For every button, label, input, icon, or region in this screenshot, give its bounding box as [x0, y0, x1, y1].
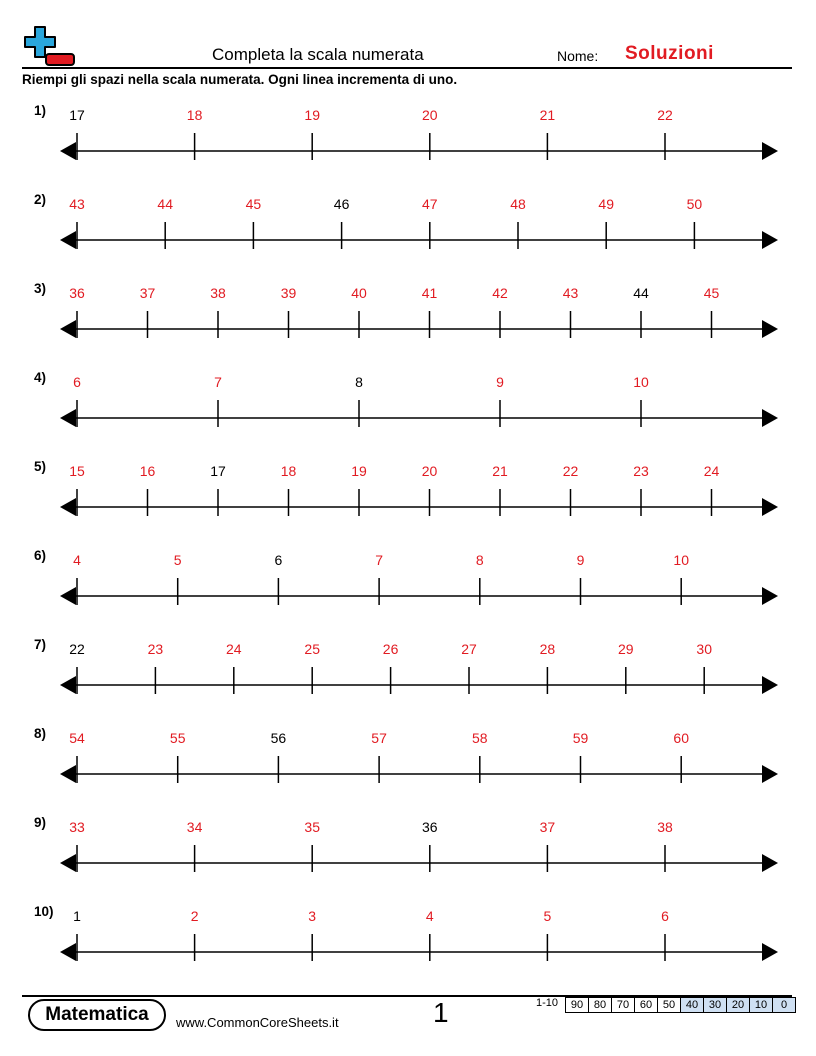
number-line-problem [0, 192, 816, 281]
answer-value-label: 28 [539, 641, 556, 657]
problem-number: 5) [34, 459, 47, 474]
answer-value-label: 37 [139, 285, 156, 301]
score-cell: 40 [681, 998, 704, 1013]
answer-value-label: 38 [657, 819, 673, 835]
problem-number: 1) [34, 103, 47, 118]
number-line-problem [0, 103, 816, 192]
subject-badge: Matematica [28, 999, 166, 1031]
answer-value-label: 29 [618, 641, 634, 657]
answer-value-label: 26 [382, 641, 399, 657]
problem-number: 9) [34, 815, 47, 830]
answer-value-label: 15 [69, 463, 85, 479]
answer-value-label: 21 [539, 107, 556, 123]
answer-value-label: 22 [657, 107, 673, 123]
plus-minus-logo-icon [22, 24, 78, 68]
answer-value-label: 24 [703, 463, 720, 479]
answer-value-label: 6 [661, 908, 669, 924]
answer-value-label: 41 [421, 285, 438, 301]
score-cell: 10 [750, 998, 773, 1013]
answer-value-label: 8 [475, 552, 484, 568]
left-arrow-icon [60, 142, 76, 160]
score-cell: 90 [566, 998, 589, 1013]
answer-value-label: 37 [539, 819, 556, 835]
score-table [565, 997, 796, 1013]
answer-value-label: 33 [69, 819, 85, 835]
score-row [566, 998, 796, 1013]
score-cell: 20 [727, 998, 750, 1013]
answer-value-label: 6 [73, 374, 81, 390]
given-value-label: 17 [210, 463, 226, 479]
answer-value-label: 23 [633, 463, 649, 479]
answer-value-label: 42 [492, 285, 508, 301]
left-arrow-icon [60, 676, 76, 694]
problem-number: 8) [34, 726, 47, 741]
answer-value-label: 22 [562, 463, 579, 479]
right-arrow-icon [762, 142, 778, 160]
right-arrow-icon [762, 587, 778, 605]
answer-value-label: 40 [351, 285, 367, 301]
answer-value-label: 48 [510, 196, 526, 212]
number-line [0, 370, 816, 450]
answer-value-label: 47 [422, 196, 438, 212]
answer-value-label: 16 [139, 463, 156, 479]
left-arrow-icon [60, 231, 76, 249]
answer-value-label: 50 [686, 196, 703, 212]
answer-value-label: 10 [673, 552, 689, 568]
answer-value-label: 35 [304, 819, 320, 835]
score-cell: 80 [589, 998, 612, 1013]
answer-value-label: 54 [69, 730, 85, 746]
right-arrow-icon [762, 409, 778, 427]
answer-value-label: 7 [375, 552, 383, 568]
answer-value-label: 57 [371, 730, 387, 746]
answer-value-label: 43 [562, 285, 579, 301]
answer-value-label: 7 [214, 374, 222, 390]
problem-number: 3) [34, 281, 47, 296]
answer-value-label: 60 [673, 730, 689, 746]
answer-value-label: 2 [190, 908, 199, 924]
number-line-problem [0, 548, 816, 637]
right-arrow-icon [762, 854, 778, 872]
page-number: 1 [433, 997, 449, 1028]
website-text: www.CommonCoreSheets.it [176, 1015, 339, 1030]
instructions: Riempi gli spazi nella scala numerata. Ogni linea incrementa di uno. [22, 72, 458, 87]
answer-value-label: 45 [245, 196, 262, 212]
answer-value-label: 20 [421, 463, 438, 479]
answer-value-label: 38 [210, 285, 226, 301]
answer-value-label: 25 [304, 641, 320, 657]
answer-value-label: 23 [147, 641, 164, 657]
answer-value-label: 55 [169, 730, 186, 746]
left-arrow-icon [60, 854, 76, 872]
number-line [0, 459, 816, 539]
answer-value-label: 45 [703, 285, 720, 301]
left-arrow-icon [60, 587, 76, 605]
number-line [0, 192, 816, 272]
answer-value-label: 34 [186, 819, 203, 835]
answer-value-label: 24 [226, 641, 242, 657]
number-line [0, 281, 816, 361]
score-cell: 0 [773, 998, 796, 1013]
answer-value-label: 19 [304, 107, 320, 123]
answer-value-label: 30 [696, 641, 712, 657]
number-line [0, 103, 816, 183]
score-cell: 70 [612, 998, 635, 1013]
given-value-label: 8 [355, 374, 363, 390]
answer-value-label: 18 [280, 463, 297, 479]
score-cell: 30 [704, 998, 727, 1013]
number-line [0, 637, 816, 717]
answer-value-label: 3 [308, 908, 317, 924]
name-value: Soluzioni [625, 43, 714, 64]
answer-value-label: 20 [422, 107, 438, 123]
number-line [0, 548, 816, 628]
right-arrow-icon [762, 765, 778, 783]
number-line-problem [0, 904, 816, 993]
answer-value-label: 49 [598, 196, 614, 212]
answer-value-label: 43 [69, 196, 85, 212]
answer-value-label: 4 [73, 552, 81, 568]
number-line-problem [0, 637, 816, 726]
given-value-label: 46 [333, 196, 350, 212]
given-value-label: 6 [274, 552, 283, 568]
left-arrow-icon [60, 320, 76, 338]
right-arrow-icon [762, 320, 778, 338]
name-label: Nome: [557, 48, 599, 64]
answer-value-label: 9 [496, 374, 504, 390]
answer-value-label: 5 [173, 552, 182, 568]
given-value-label: 17 [69, 107, 85, 123]
left-arrow-icon [60, 943, 76, 961]
number-line-problem [0, 459, 816, 548]
answer-value-label: 21 [492, 463, 508, 479]
number-line [0, 904, 816, 984]
number-line-problem [0, 815, 816, 904]
number-line-problem [0, 726, 816, 815]
left-arrow-icon [60, 409, 76, 427]
problem-number: 2) [34, 192, 47, 207]
answer-value-label: 10 [633, 374, 649, 390]
number-line-problem [0, 370, 816, 459]
answer-value-label: 9 [576, 552, 585, 568]
header-divider [22, 67, 792, 69]
answer-value-label: 5 [543, 908, 552, 924]
answer-value-label: 59 [572, 730, 589, 746]
answer-value-label: 27 [461, 641, 477, 657]
given-value-label: 1 [73, 908, 81, 924]
given-value-label: 22 [69, 641, 85, 657]
answer-value-label: 58 [472, 730, 488, 746]
page-title: Completa la scala numerata [212, 45, 424, 64]
given-value-label: 56 [270, 730, 287, 746]
given-value-label: 44 [633, 285, 649, 301]
score-cell: 50 [658, 998, 681, 1013]
left-arrow-icon [60, 765, 76, 783]
answer-value-label: 44 [157, 196, 173, 212]
problem-number: 6) [34, 548, 47, 563]
answer-value-label: 19 [351, 463, 367, 479]
answer-value-label: 39 [280, 285, 297, 301]
number-line-problem [0, 281, 816, 370]
right-arrow-icon [762, 498, 778, 516]
given-value-label: 36 [422, 819, 438, 835]
right-arrow-icon [762, 676, 778, 694]
problem-number: 7) [34, 637, 47, 652]
problem-number: 4) [34, 370, 47, 385]
right-arrow-icon [762, 943, 778, 961]
score-cell: 60 [635, 998, 658, 1013]
answer-value-label: 18 [186, 107, 203, 123]
right-arrow-icon [762, 231, 778, 249]
left-arrow-icon [60, 498, 76, 516]
number-line [0, 726, 816, 806]
number-line [0, 815, 816, 895]
score-range-label: 1-10 [536, 997, 559, 1009]
problem-number: 10) [34, 904, 54, 919]
answer-value-label: 4 [425, 908, 434, 924]
answer-value-label: 36 [69, 285, 85, 301]
